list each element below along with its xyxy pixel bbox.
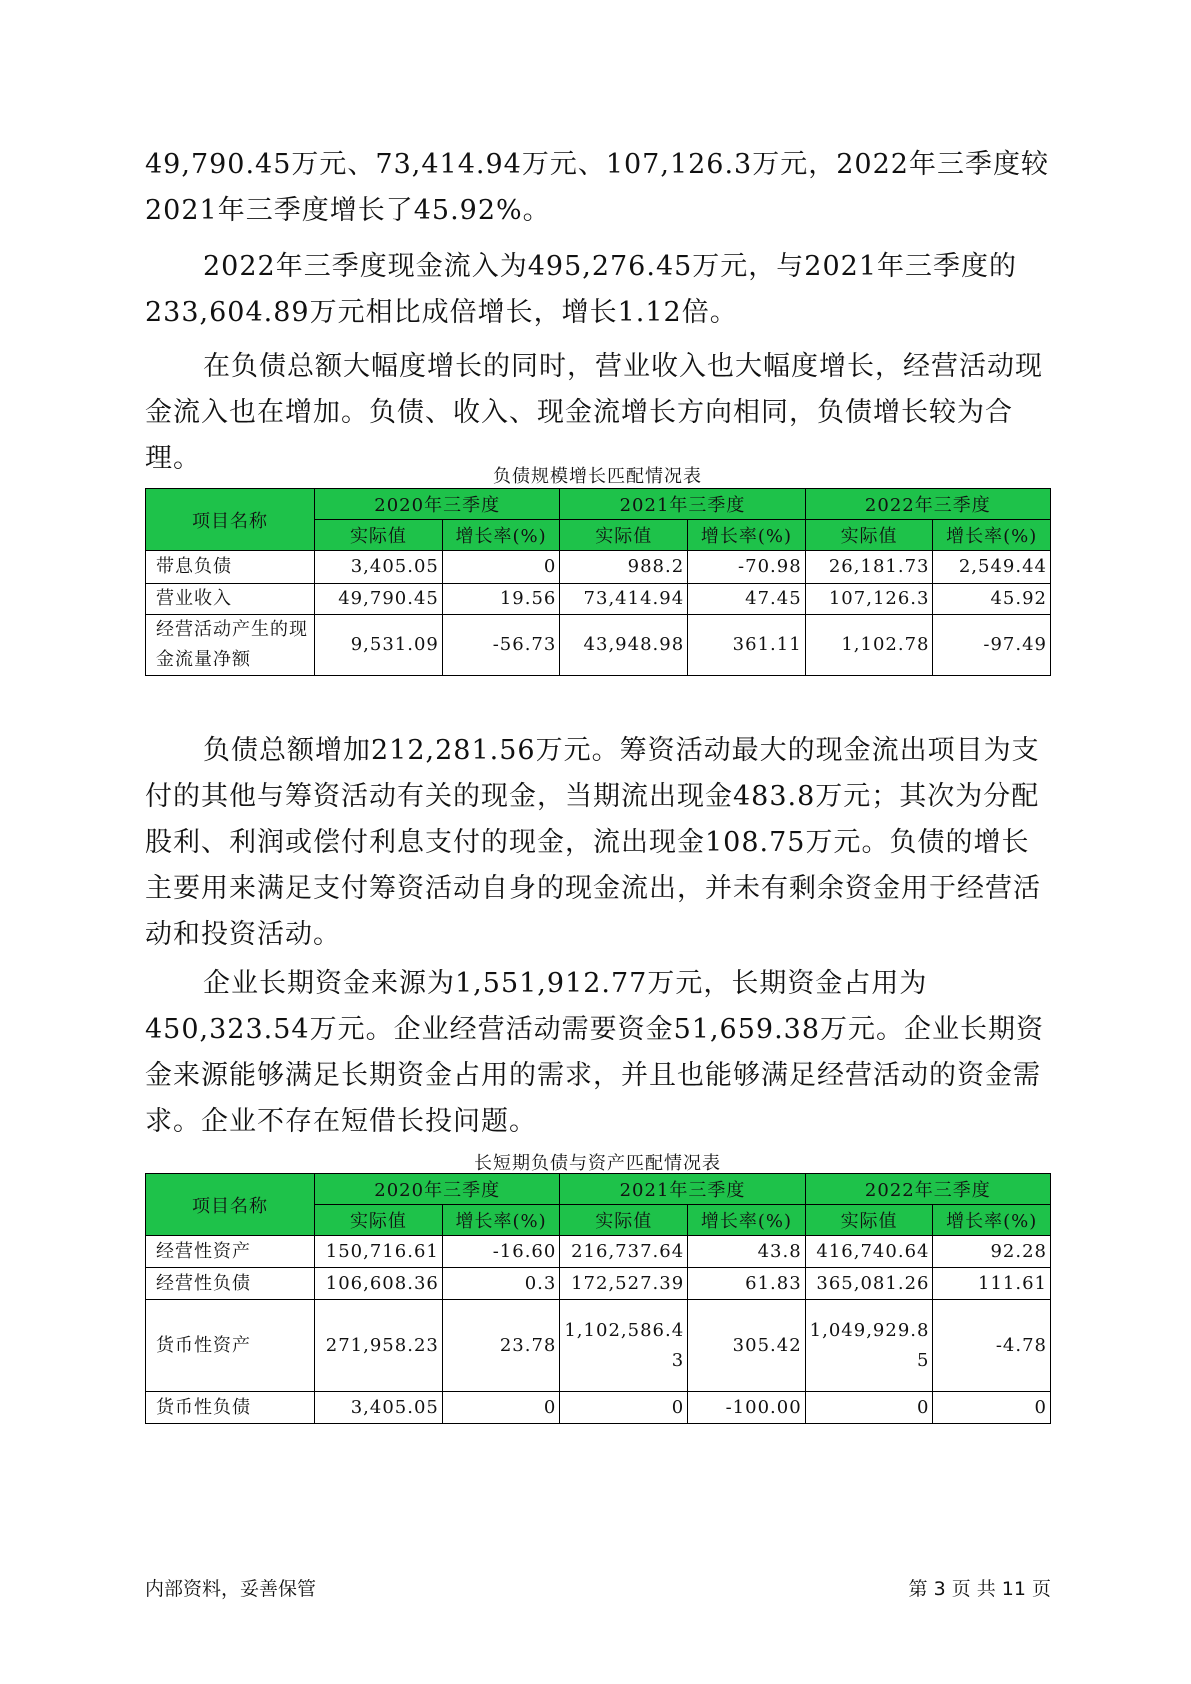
cell-value: -56.73: [442, 615, 560, 676]
row-label: 货币性资产: [146, 1300, 315, 1392]
cell-value: 305.42: [688, 1300, 806, 1392]
cell-value: 271,958.23: [315, 1300, 443, 1392]
cell-value: 0: [442, 551, 560, 584]
cell-value: -4.78: [933, 1300, 1051, 1392]
table2-caption: 长短期负债与资产匹配情况表: [474, 1153, 721, 1174]
row-label: 经营活动产生的现金流量净额: [146, 615, 315, 676]
table-row: [146, 584, 1051, 615]
cell-value: 365,081.26: [805, 1268, 933, 1300]
row-label: 货币性负债: [146, 1392, 315, 1424]
cell-value: -70.98: [688, 551, 806, 584]
paragraph-3: 在负债总额大幅度增长的同时，营业收入也大幅度增长，经营活动现金流入也在增加。负债、收入、现金流增长方向相同，负债增长较为合理。: [145, 351, 1043, 474]
cell-value: 106,608.36: [315, 1268, 443, 1300]
cell-value: 988.2: [560, 551, 688, 584]
cell-value: 416,740.64: [805, 1236, 933, 1268]
cell-value: 0: [933, 1392, 1051, 1424]
cell-value: 1,049,929.85: [805, 1300, 933, 1392]
cell-value: 3,405.05: [315, 1392, 443, 1424]
cell-value: 111.61: [933, 1268, 1051, 1300]
header-item-name: 项目名称: [146, 1174, 315, 1236]
subheader-actual: 实际值: [560, 520, 688, 551]
header-period-2020: 2020年三季度: [315, 489, 560, 520]
cell-value: 172,527.39: [560, 1268, 688, 1300]
table-row: [146, 615, 1051, 676]
subheader-actual: 实际值: [315, 1205, 443, 1236]
cell-value: 43.8: [688, 1236, 806, 1268]
subheader-actual: 实际值: [805, 520, 933, 551]
row-label: 经营性负债: [146, 1268, 315, 1300]
row-label: 经营性资产: [146, 1236, 315, 1268]
table-row: [146, 1236, 1051, 1268]
subheader-growth: 增长率(%): [933, 1205, 1051, 1236]
subheader-growth: 增长率(%): [933, 520, 1051, 551]
table-row: [146, 551, 1051, 584]
cell-value: 1,102.78: [805, 615, 933, 676]
cell-value: 26,181.73: [805, 551, 933, 584]
cell-value: 361.11: [688, 615, 806, 676]
header-period-2020: 2020年三季度: [315, 1174, 560, 1205]
cell-value: 0.3: [442, 1268, 560, 1300]
cell-value: 47.45: [688, 584, 806, 615]
asset-liability-match-table: [145, 1173, 1051, 1424]
table-row: [146, 1392, 1051, 1424]
paragraph-1: 49,790.45万元、73,414.94万元、107,126.3万元，2022年三季度较2021年三季度增长了45.92%。: [145, 149, 1049, 226]
header-item-name: 项目名称: [146, 489, 315, 551]
cell-value: 45.92: [933, 584, 1051, 615]
cell-value: -97.49: [933, 615, 1051, 676]
subheader-growth: 增长率(%): [688, 520, 806, 551]
cell-value: 23.78: [442, 1300, 560, 1392]
cell-value: 49,790.45: [315, 584, 443, 615]
cell-value: 0: [560, 1392, 688, 1424]
header-period-2022: 2022年三季度: [805, 489, 1050, 520]
cell-value: 0: [805, 1392, 933, 1424]
cell-value: 19.56: [442, 584, 560, 615]
subheader-growth: 增长率(%): [688, 1205, 806, 1236]
table-row: [146, 1268, 1051, 1300]
cell-value: 43,948.98: [560, 615, 688, 676]
cell-value: 73,414.94: [560, 584, 688, 615]
cell-value: 92.28: [933, 1236, 1051, 1268]
subheader-growth: 增长率(%): [442, 1205, 560, 1236]
paragraph-5: 企业长期资金来源为1,551,912.77万元，长期资金占用为450,323.54万元。企业经营活动需要资金51,659.38万元。企业长期资金来源能够满足长期资金占用的需求，并且也能够满足经营活动的资金需求。企业不存在短借长投问题。: [145, 968, 1045, 1137]
paragraph-2: 2022年三季度现金流入为495,276.45万元，与2021年三季度的233,604.89万元相比成倍增长，增长1.12倍。: [145, 251, 1018, 328]
subheader-growth: 增长率(%): [442, 520, 560, 551]
table-row: [146, 1300, 1051, 1392]
cell-value: 0: [442, 1392, 560, 1424]
cell-value: -100.00: [688, 1392, 806, 1424]
row-label: 带息负债: [146, 551, 315, 584]
cell-value: 107,126.3: [805, 584, 933, 615]
cell-value: 3,405.05: [315, 551, 443, 584]
footer-confidential: 内部资料，妥善保管: [145, 1578, 317, 1600]
cell-value: 9,531.09: [315, 615, 443, 676]
subheader-actual: 实际值: [805, 1205, 933, 1236]
cell-value: -16.60: [442, 1236, 560, 1268]
subheader-actual: 实际值: [315, 520, 443, 551]
cell-value: 1,102,586.43: [560, 1300, 688, 1392]
header-period-2021: 2021年三季度: [560, 1174, 805, 1205]
footer-page-number: 第 3 页 共 11 页: [908, 1578, 1051, 1600]
cell-value: 2,549.44: [933, 551, 1051, 584]
cell-value: 150,716.61: [315, 1236, 443, 1268]
header-period-2022: 2022年三季度: [805, 1174, 1050, 1205]
debt-growth-table: [145, 488, 1051, 676]
subheader-actual: 实际值: [560, 1205, 688, 1236]
row-label: 营业收入: [146, 584, 315, 615]
cell-value: 61.83: [688, 1268, 806, 1300]
cell-value: 216,737.64: [560, 1236, 688, 1268]
table1-caption: 负债规模增长匹配情况表: [493, 466, 702, 487]
header-period-2021: 2021年三季度: [560, 489, 805, 520]
paragraph-4: 负债总额增加212,281.56万元。筹资活动最大的现金流出项目为支付的其他与筹资活动有关的现金，当期流出现金483.8万元；其次为分配股利、利润或偿付利息支付的现金，流出现金108.75万元。负债的增长主要用来满足支付筹资活动自身的现金流出，并未有剩余资金用于经营活动和投资活动。: [145, 735, 1041, 950]
